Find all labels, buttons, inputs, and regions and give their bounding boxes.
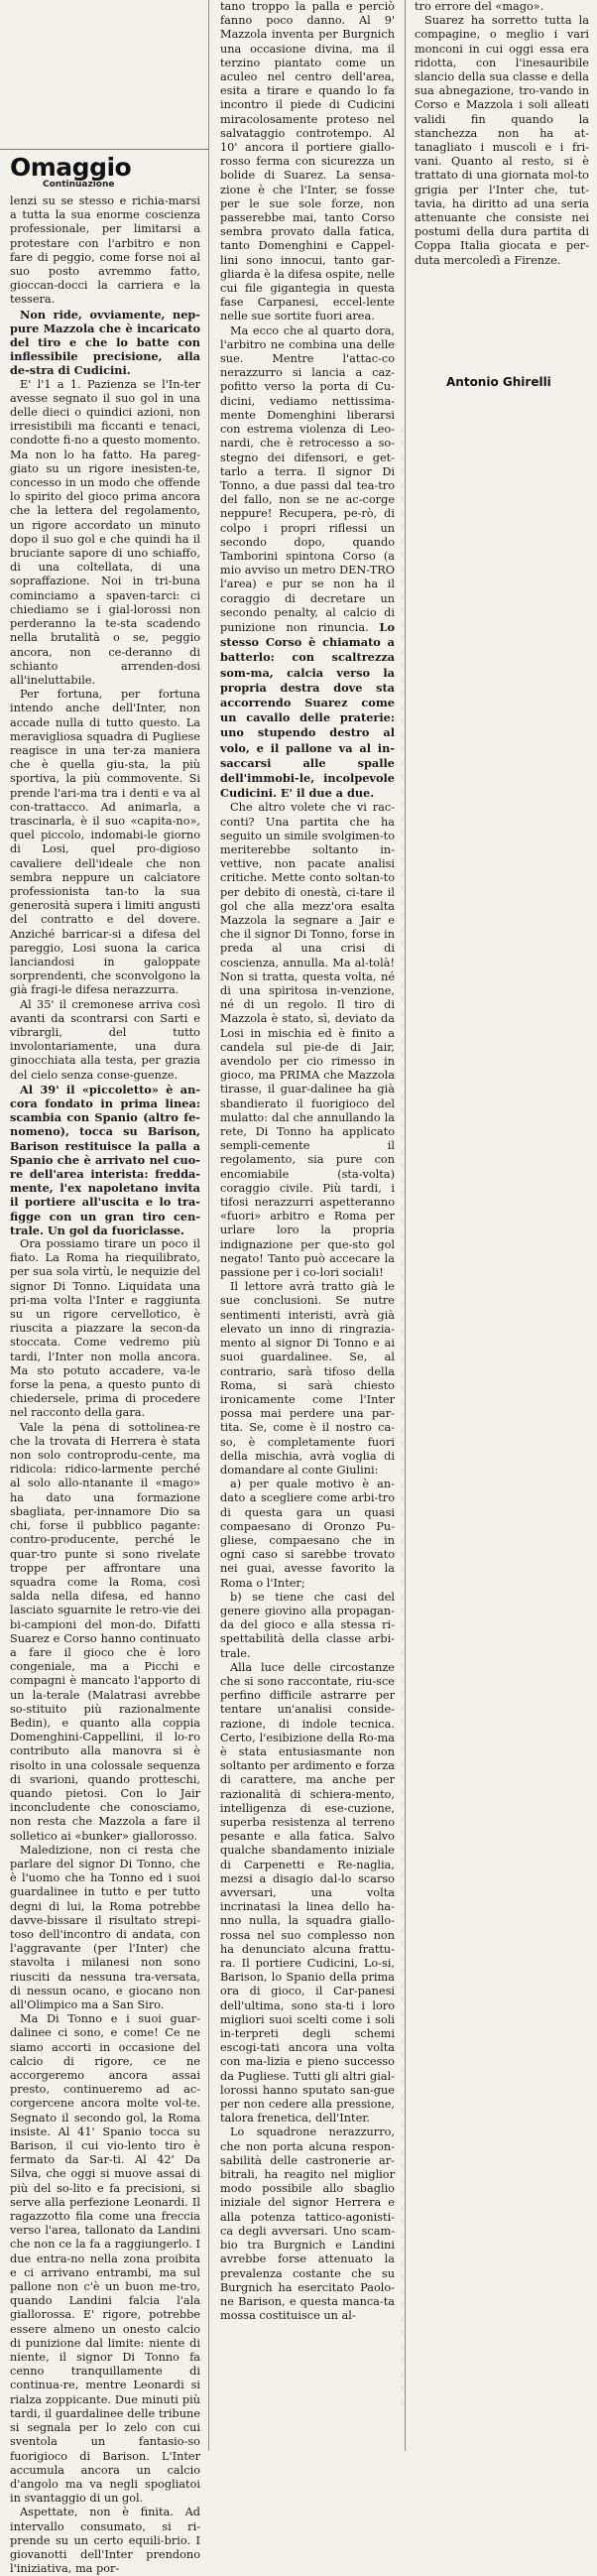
paragraph: Lo squadrone nerazzurro, che non porta alcuna respon-sabilità delle castronerie ar-bitrali, ha reagito nel miglior modo possibile allo sbaglio iniziale del signor Herrera e alla potenza tattico-agonisti-ca degli avversari. Uno scam-bio tra Burgnich e Landini avrebbe forse attenuato la prevalenza costante che su Burgnich ha esercitato Paolo-ne Barison, e questa manca-ta mossa costituisce un al-	[220, 2125, 395, 2323]
author-byline: Antonio Ghirelli	[446, 375, 551, 389]
paragraph: Suarez ha sorretto tutta la compagine, o meglio i vari monconi in cui oggi essa era ridotta, con l'inesauribile slancio della sua classe e della sua abnegazione, tro-vando in Corso e Mazzola i soli alleati validi fin quando la stanchezza non ha at-tanagliato i muscoli e i fri-vani. Quanto al resto, si è trattato di una giornata mol-to grigia per l'Inter che, tut-tavia, ha diritto ad una seria attenuante che consiste nei postumi della dura partita di Coppa Italia giocata e per-duta mercoledì a Firenze.	[415, 14, 589, 267]
paragraph: b) se tiene che casi del genere giovino alla propagan-da del gioco e alla stessa ri-spettabilità della classe arbi-trale.	[220, 1590, 395, 1660]
paragraph: E' l'1 a 1. Pazienza se l'In-ter avesse segnato il suo gol in una delle dieci o quindici azioni, non irresistibili ma ficcanti e tenaci, condotte fi-no a questo momento. Ma non lo ha fatto. Ha pareg-giato su un rigore inesisten-te, concesso in un modo che offende lo spirito del gioco prima ancora che la lettera del regolamento, un rigore accordato un minuto dopo il suo gol e che quindi ha il bruciante sapore di uno schiaffo, di una coltellata, di una sopraffazione. Noi in tri-buna cominciamo a spaven-tarci: ci chiediamo se i gial-lorossi non perderanno la te-sta scadendo nella brutalità o se, peggio ancora, non ce-deranno di schianto arrenden-dosi all'ineluttabile.	[10, 377, 200, 687]
paragraph: Non ride, ovviamente, nep-pure Mazzola che è incaricato del tiro e che lo batte con inflessibile precisione, alla de-stra di Cudicini.	[10, 307, 200, 378]
paragraph: Il lettore avrà tratto già le sue conclusioni. Se nutre sentimenti interisti, avrà già elevato un inno di ringrazia-mento al signor Di Tonno e ai suoi guardalinee. Se, al contrario, sarà tifoso della Roma, si sarà chiesto ironicamente come l'Inter possa mai perdere una par-tita. Se, come è il nostro ca-so, è completamente fuori della mischia, avrà voglia di domandare al conte Giulini:	[220, 1280, 395, 1477]
paragraph: Aspettate, non è finita. Ad intervallo consumato, si ri-prende su un certo equili-brio. I giovanotti dell'Inter prendono l'iniziativa, ma por-	[10, 2506, 200, 2576]
paragraph: Per fortuna, per fortuna intendo anche dell'Inter, non accade nulla di tutto questo. La meravigliosa squadra di Pugliese reagisce in una ter-za maniera che è quella giu-sta, la più sportiva, la più commovente. Si prende l'ari-ma tra i denti e va al con-trattacco. Ad animarla, a trascinarla, è il suo «capita-no», quel piccolo, indomabi-le giorno di Losi, quel pro-digioso cavaliere dell'ideale che non sembra neppure un calciatore professionista tan-to la sua generosità supera i limiti angusti del contratto e del dovere. Anziché barricar-si a difesa del pareggio, Losi suona la carica lanciandosi in galoppate sorprendenti, che sconvolgono la già fragi-le difesa nerazzurra.	[10, 688, 200, 997]
paragraph: lenzi su se stesso e richia-marsi a tutta la sua enorme coscienza professionale, per limitarsi a protestare con l'arbitro e non fare di peggio, come forse noi al suo posto avremmo fatto, gioccan-docci la carriera e la tessera.	[10, 194, 200, 307]
paragraph: Al 39' il «piccoletto» è an-cora fondato in prima linea: scambia con Spanio (altro fe-nomeno), tocca su Barison, Barison restituisce la palla a Spanio che è arrivato nel cuo-re dell'area interista: fredda-mente, l'ex napoletano invita il portiere all'uscita e lo tra-figge con un gran tiro cen-trale. Un gol da fuoriclasse.	[10, 1082, 200, 1237]
header-rule	[0, 149, 208, 150]
paragraph: Maledizione, non ci resta che parlare del signor Di Tonno, che è l'uomo che ha Tonno ed i suoi guardalinee in tutto e per tutto degni di lui, la Roma potrebbe davve-bissare il risultato strepi-toso dell'incontro di andata, con l'aggravante (per l'Inter) che stavolta i milanesi non sono riusciti da nessuna tra-versata, di nessun ocano, e giocano non all'Olimpico ma a San Siro.	[10, 1843, 200, 2011]
paragraph: Che altro volete che vi rac-conti? Una partita che ha seguito un simile svolgimen-to meriterebbe soltanto in-vettive, non pacate analisi critiche. Mette conto soltan-to per debito di onestà, ci-tare il gol che alla mezz'ora esalta Mazzola la segnare a Jair e che il signor Di Tonno, forse in preda al una crisi di coscienza, annulla. Ma al-tolà! Non si tratta, questa volta, né di una spiritosa in-venzione, né di un regolo. Il tiro di Mazzola è stato, sì, deviato da Losi in mischia ed è finito a candela sul pie-de di Jair, avendolo per cio rimesso in gioco, ma PRIMA che Mazzola tirasse, il guar-dalinee ha già sbandierato il fuorigioco del mulatto: dal che annullando la rete, Di Tonno ha applicato sempli-cemente il regolamento, sia pure con encomiabile (sta-volta) coraggio civile. Più tardi, i tifosi nerazzurri aspetteranno «fuori» arbitro e Roma per urlare loro la propria indignazione per que-sto gol negato! Tanto può accecare la passione per i co-lori sociali!	[220, 801, 396, 1280]
headline: Omaggio	[10, 153, 132, 182]
paragraph: tro errore del «mago».	[415, 0, 544, 13]
paragraph: Vale la pena di sottolinea-re che la trovata di Herrera è stata non solo controprodu-cente, ma ridicola: ridico-larmente perché al solo allo-ntanante il «mago» ha dato una formazione sbagliata, per-innamore Dio sa chi, forse il pubblico pagante: contro-producente, perché le quar-tro punte si sono rivelate troppe per affrontare una squadra come la Roma, così salda nella difesa, ed hanno lasciato sguarnite le retro-vie dei bi-campioni del mon-do. Difatti Suarez e Corso hanno continuato a fare il gioco che è loro congeniale, ma a Picchi e compagni è mancato l'apporto di un la-terale (Malatrasi avrebbe so-stituito più razionalmente Bedin), e quanto alla coppia Domenghini-Cappellini, il lo-ro contributo alla manovra si è risolto in una colossale sequenza di svarioni, quando protteschi, quando pietosi. Con lo Jair inconcludente che conosciamo, non resta che Mazzola a fare il solletico ai «bunker» giallorosso.	[10, 1420, 200, 1843]
text-column-right	[409, 0, 597, 417]
text-column-middle	[212, 0, 401, 2441]
paragraph: Ma ecco che al quarto dora, l'arbitro ne combina una delle sue. Mentre l'attac-co nerazzurro si lancia a caz-pofitto verso la porta di Cu-dicini, vediamo nettissima-mente Domenghini liberarsi con estrema violenza di Leo-nardi, che è retrocesso a so-stegno dei difensori, e get-tarlo a terra. Il signor Di Tonno, a due passi dal tea-tro del fallo, non se ne ac-corge neppure! Recupera, pe-rò, di colpo i propri riflessi un secondo dopo, quando Tamborini spintona Corso (a mio avviso un metro DEN-TRO l'area) e pur se non ha il coraggio di decretare un secondo penalty, al calcio di punizione non rinuncia. Lo stesso Corso è chiamato a batterlo: con scaltrezza som-ma, calcia verso la propria destra dove sta accorrendo Suarez come un cavallo delle praterie: uno stupendo destro al volo, e il pallone va al in-saccarsi alle spalle dell'immobi-le, incolpevole Cudicini. E' il due a due.	[220, 323, 395, 801]
article-header	[0, 149, 208, 196]
column-rule-right	[405, 0, 406, 2451]
paper-texture	[401, 427, 404, 2411]
paragraph: tano troppo la palla e perciò fanno poco danno. Al 9' Mazzola inventa per Burgnich una occasione divina, ma il terzino piantato come un aculeo nel centro dell'area, esita a tirare e quando lo fa incontro il piede di Cudicini miracolosamente proteso nel salvataggio controtempo. Al 10' ancora il portiere giallo-rosso ferma con sicurezza un bolide di Suarez. La sensa-zione è che l'Inter, se fosse per le sue sole forze, non passerebbe mai, tanto Corso sembra provato dalla fatica, tanto Domenghini e Cappel-lini sono innocui, tanto gar-gliarda è la difesa ospite, nelle cui file gigantegia in questa fase Carpanesi, eccel-lente nelle sue sortite fuori area.	[220, 0, 395, 323]
paragraph: Alla luce delle circostanze che si sono raccontate, riu-sce perfino difficile astrarre per tentare un'analisi conside-razione, di indole tecnica. Certo, l'esibizione della Ro-ma è stata entusiasmante non soltanto per ardimento e forza di carattere, ma anche per razionalità di schiera-mento, intelligenza di ese-cuzione, superba resistenza al terreno pesante e alla fatica. Salvo qualche sbandamento iniziale di Carpenetti e Re-naglia, mezsi a disagio dal-lo scarso avversari, una volta incrinatasi la linea dello ha-nno nulla, la squadra giallo-rossa nel suo complesso non ha denunciato alcuna frattu-ra. Il portiere Cudicini, Lo-si, Barison, lo Spanio della prima ora di gioco, il Car-panesi dell'ultima, sono sta-ti i loro migliori suoi scelti come i soli in-terpreti degli schemi escogi-tati ancora una volta con ma-lizia e pieno successo da Pugliese. Tutti gli altri gial-lorossi hanno sputato san-gue per non cedere alla pressione, talora frenetica, dell'Inter.	[220, 1660, 395, 2125]
text-column-left	[0, 194, 208, 2576]
paragraph: Ma Di Tonno e i suoi guar-dalinee ci sono, e come! Ce ne siamo accorti in occasione del calcio di rigore, ce ne accorgeremo ancora assai presto, continueremo ad ac-corgercene ancora molte vol-te. Segnato il secondo gol, la Roma insiste. Al 41' Spanio tocca su Barison, il cui vio-lento tiro è fermato da Sar-ti. Al 42' Da Silva, che oggi si muove assai di più del so-lito e fa precisioni, si serve alla perfezione Leonardi. Il ragazzotto fila come una freccia verso l'area, tallonato da Landini che non ce la fa a raggiungerlo. I due entra-no nella zona proibita e ci arrivano entrambi, ma sul pallone non c'è un buon me-tro, quando Landini falcia l'ala giallorossa. E' rigore, potrebbe essere almeno un onesto calcio di punizione dal limite: niente di niente, il signor Di Tonno fa cenno tranquillamente di continua-re, mentre Leonardi si rialza zoppicante. Due minuti più tardi, il guardalinee delle tribune si segnala per lo zelo con cui sventola un fantasio-so fuorigioco di Barison. L'Inter accumula ancora un calcio d'angolo ma va negli spogliatoi in svantaggio di un gol.	[10, 2012, 200, 2506]
paragraph: Al 35' il cremonese arriva così avanti da scontrarsi con Sarti e vibrargli, del tutto involontariamente, una dura ginocchiata alla testa, per grazia del cielo senza conse-guenze.	[10, 997, 200, 1082]
paragraph: Ora possiamo tirare un poco il fiato. La Roma ha riequilibrato, per sua sola virtù, le nequizie del signor Di Tonno. Liquidata una pri-ma volta l'Inter e raggiunta su un rigore cervellotico, è riuscita a piazzare la secon-da stoccata. Come vedremo più tardi, l'Inter non molla ancora. Ma sto potuto accadere, va-le forse la pena, a questo punto di chiedersele, prima di procedere nel racconto della gara.	[10, 1237, 200, 1420]
bold-passage: Lo stesso Corso è chiamato a batterlo: con scaltrezza som-ma, calcia verso la propria destra dove sta accorrendo Suarez come un cavallo delle praterie: uno stupendo destro al volo, e il pallone va al in-saccarsi alle spalle dell'immobi-le, incolpevole Cudicini. E' il due a due.	[220, 619, 395, 801]
column-rule-left	[208, 0, 209, 2451]
paragraph: a) per quale motivo è an-dato a scegliere come arbi-tro di questa gara un quasi compaesano di Oronzo Pu-gliese, compaesano che in ogni caso si sarebbe trovato nei guai, avesse favorito la Roma o l'Inter;	[220, 1478, 395, 1590]
continuation-label: Continuazione	[43, 180, 115, 190]
